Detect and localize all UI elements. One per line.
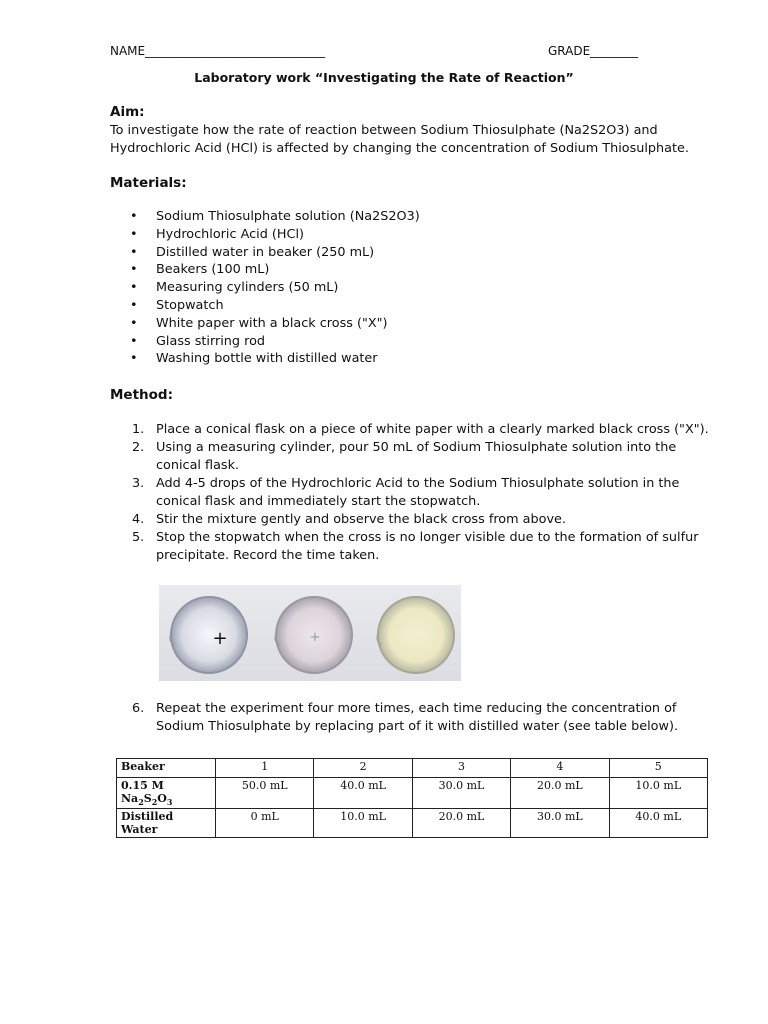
method-heading: Method:	[110, 387, 173, 403]
list-item: • White paper with a black cross ("X")	[130, 315, 388, 331]
table-row	[117, 778, 708, 809]
beakers-illustration	[159, 585, 461, 681]
bullet-icon: •	[130, 333, 138, 349]
list-item: • Measuring cylinders (50 mL)	[130, 280, 339, 296]
table-cell: 1	[216, 759, 314, 778]
method-step: 5. Stop the stopwatch when the cross is no longer visible due to the formation of sulfur precipitate. Record the time taken.	[132, 530, 699, 563]
table-cell: 30.0 mL	[412, 778, 510, 809]
table-cell: 40.0 mL	[314, 778, 412, 809]
bullet-icon: •	[130, 315, 138, 331]
grade-field-label: GRADE________	[548, 44, 639, 58]
list-item: • Stopwatch	[130, 297, 224, 313]
bullet-icon: •	[130, 297, 138, 313]
table-cell: 10.0 mL	[609, 778, 707, 809]
list-item: • Washing bottle with distilled water	[130, 351, 378, 367]
table-cell: 4	[511, 759, 609, 778]
list-item: • Hydrochloric Acid (HCl)	[130, 226, 304, 242]
method-step: 4. Stir the mixture gently and observe the black cross from above.	[132, 512, 566, 527]
method-step: 3. Add 4-5 drops of the Hydrochloric Acid to the Sodium Thiosulphate solution in the conical flask and immediately start the stopwatch.	[132, 476, 680, 509]
table-cell: 50.0 mL	[216, 778, 314, 809]
method-step: 1. Place a conical flask on a piece of white paper with a clearly marked black cross ("X").	[132, 422, 709, 437]
aim-text: To investigate how the rate of reaction between Sodium Thiosulphate (Na2S2O3) and Hydrochloric Acid (HCl) is affected by changing the concentration of Sodium Thiosulphate.	[110, 123, 689, 156]
bullet-icon: •	[130, 351, 138, 367]
table-cell: 2	[314, 759, 412, 778]
name-field-label: NAME______________________________	[110, 44, 326, 58]
bullet-icon: •	[130, 244, 138, 260]
row-label-water: Distilled Water	[117, 809, 216, 838]
aim-heading: Aim:	[110, 104, 145, 120]
list-item: • Distilled water in beaker (250 mL)	[130, 244, 375, 260]
bullet-icon: •	[130, 226, 138, 242]
bullet-icon: •	[130, 209, 138, 224]
table-cell: 40.0 mL	[609, 809, 707, 838]
cross-mark-dark: +	[212, 628, 228, 649]
table-row	[117, 809, 708, 838]
materials-list	[130, 208, 420, 368]
materials-heading: Materials:	[110, 175, 187, 191]
table-header-label: Beaker	[117, 759, 216, 778]
table-cell: 5	[609, 759, 707, 778]
cross-mark-faint: +	[309, 630, 321, 645]
page-title: Laboratory work “Investigating the Rate of Reaction”	[194, 70, 574, 85]
table-cell: 30.0 mL	[511, 809, 609, 838]
beaker-opaque	[377, 597, 454, 673]
beaker-clear	[170, 597, 247, 673]
method-step: 6. Repeat the experiment four more times, each time reducing the concentration of Sodium Thiosulphate by replacing part of it with distilled water (see table below).	[132, 701, 679, 734]
bullet-icon: •	[130, 262, 138, 278]
dilution-table	[116, 758, 708, 838]
list-item: • Beakers (100 mL)	[130, 262, 270, 278]
table-cell: 20.0 mL	[511, 778, 609, 809]
table-header-row	[117, 759, 708, 778]
method-steps	[130, 421, 720, 565]
table-cell: 10.0 mL	[314, 809, 412, 838]
beakers-photo	[159, 585, 461, 681]
list-item: • Sodium Thiosulphate solution (Na2S2O3)	[130, 209, 420, 224]
row-label-thiosulphate: 0.15 M $Na_2S_2O_3$	[117, 778, 216, 809]
table-cell: 0 mL	[216, 809, 314, 838]
method-step: 2. Using a measuring cylinder, pour 50 mL of Sodium Thiosulphate solution into the conical flask.	[132, 440, 677, 473]
list-item: • Glass stirring rod	[130, 333, 266, 349]
table-cell: 3	[412, 759, 510, 778]
bullet-icon: •	[130, 280, 138, 296]
table-cell: 20.0 mL	[412, 809, 510, 838]
